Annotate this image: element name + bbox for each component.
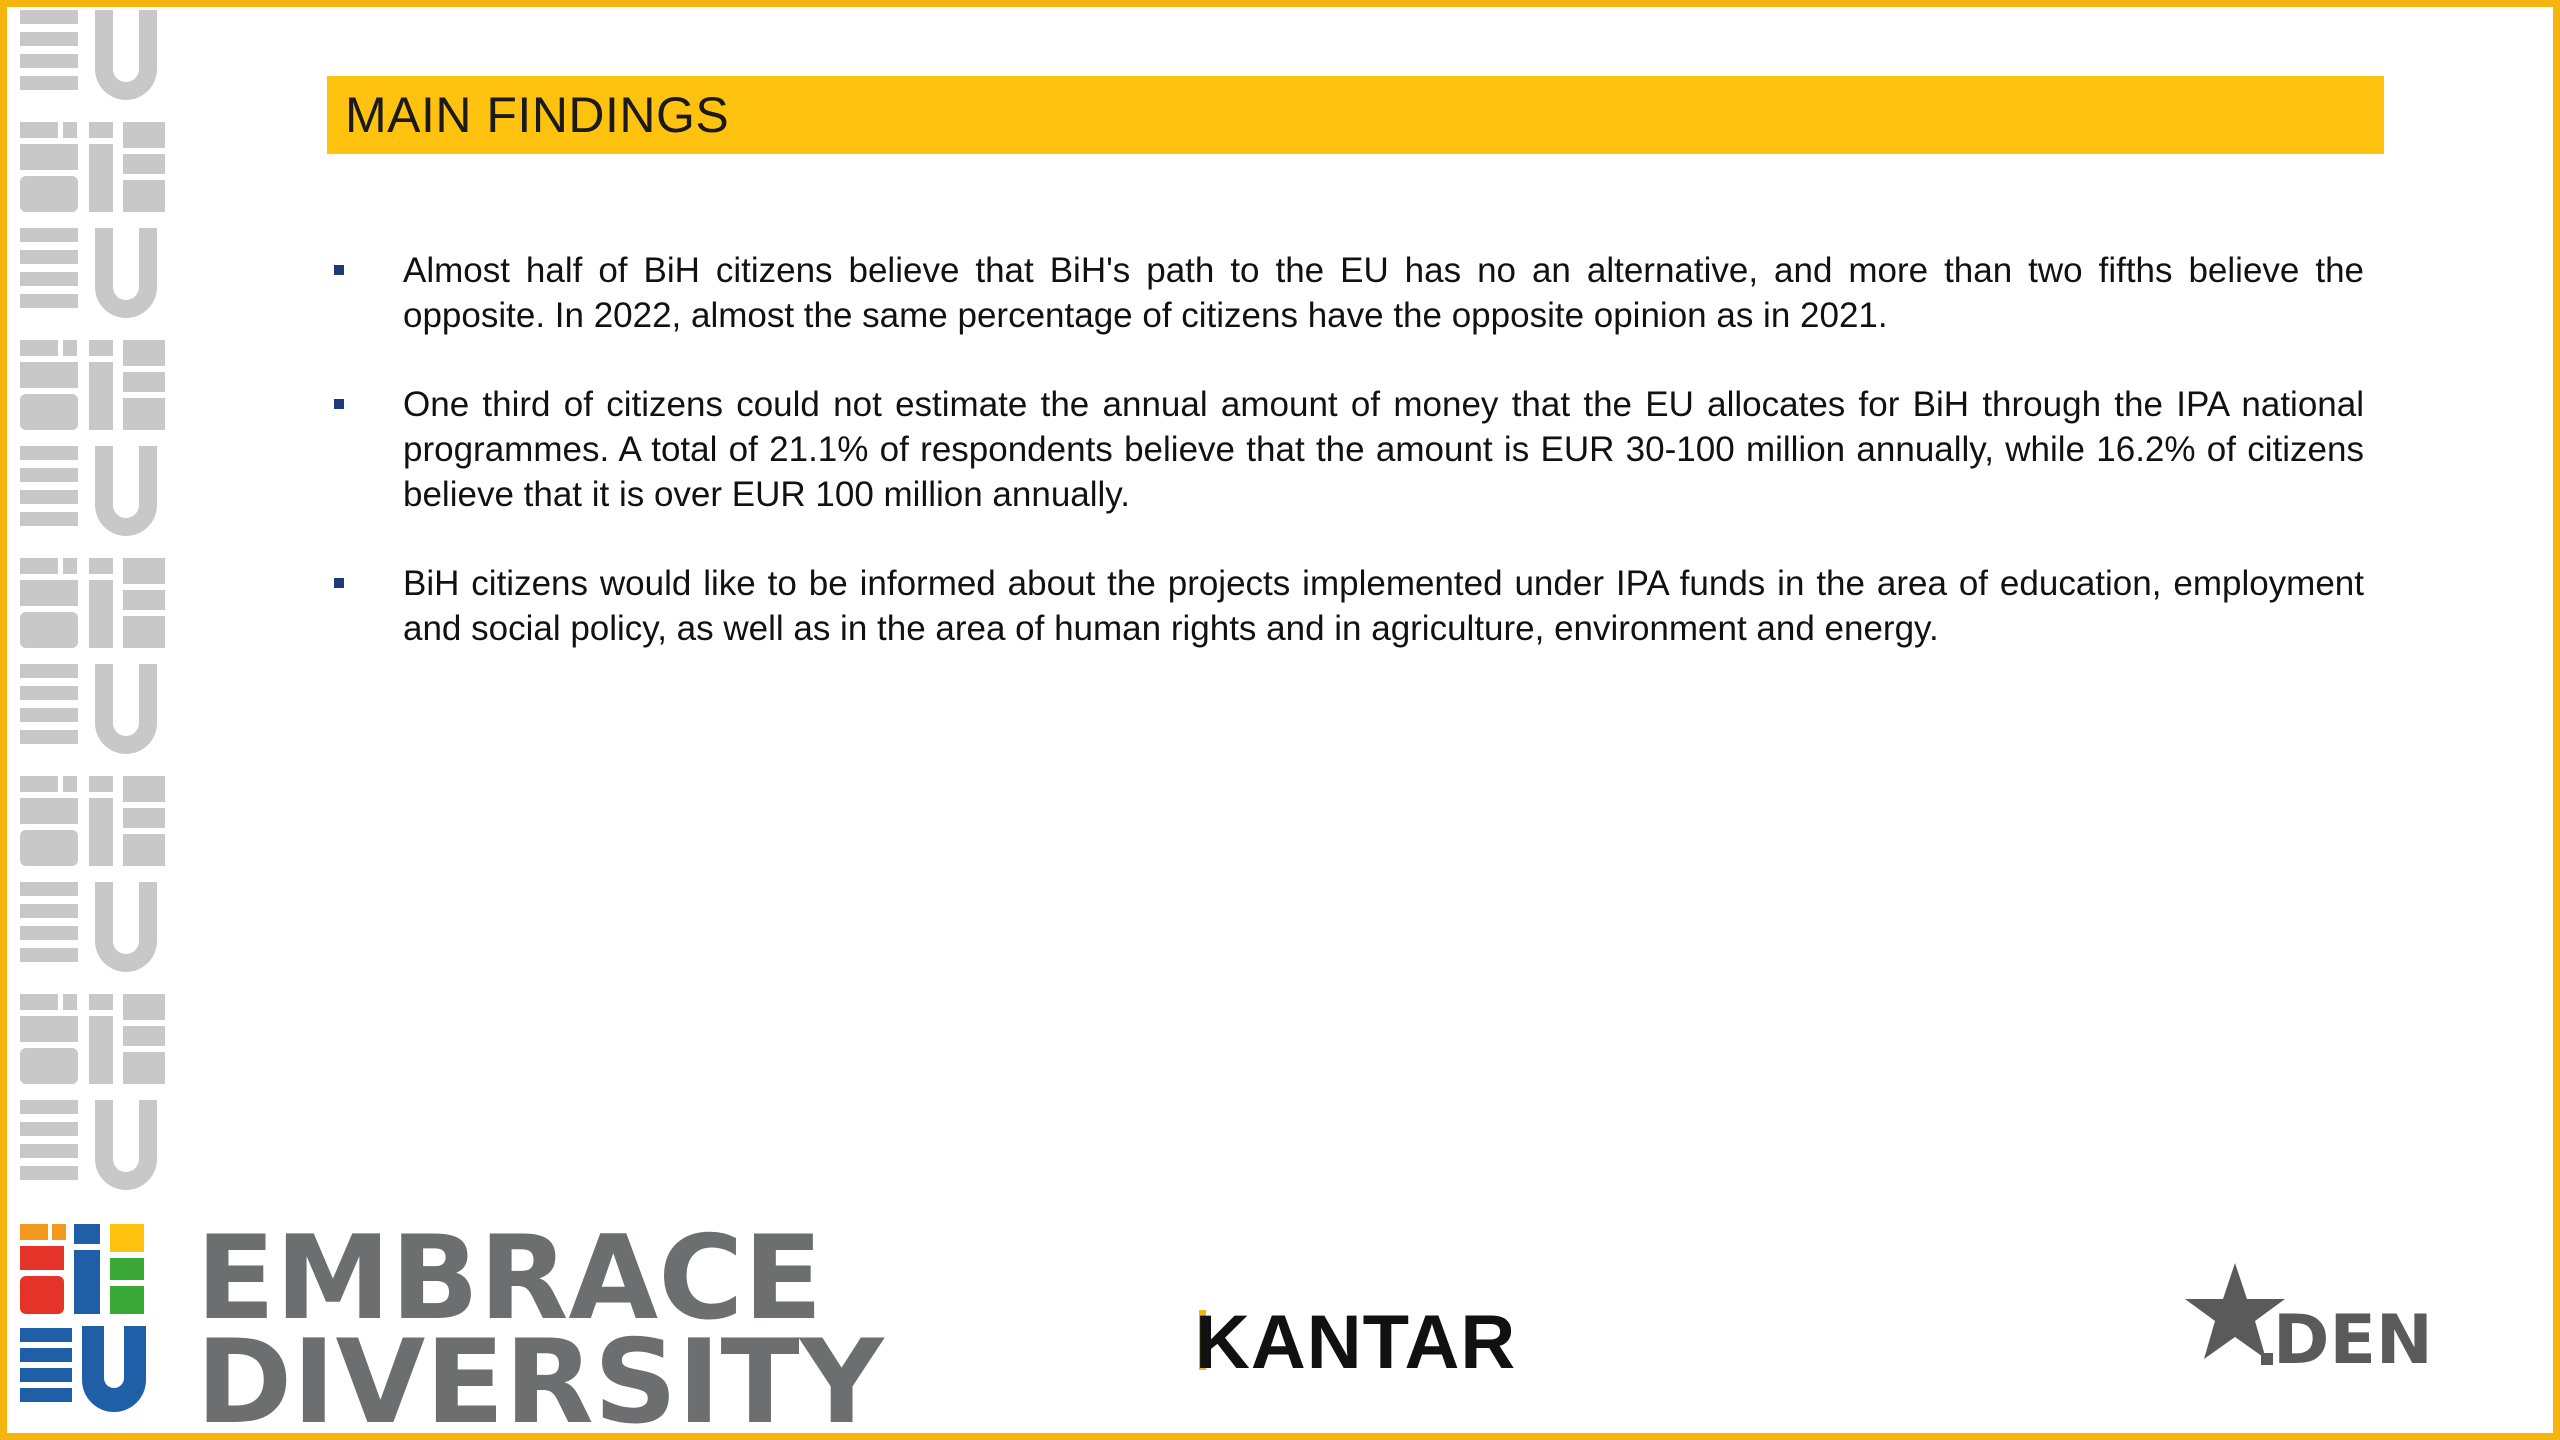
findings-list — [332, 248, 2364, 695]
pattern-block — [20, 76, 78, 90]
pattern-block — [123, 1052, 165, 1084]
pattern-block — [123, 372, 165, 392]
pattern-block — [20, 830, 78, 866]
pattern-block — [20, 708, 78, 722]
list-item — [332, 248, 2364, 338]
pattern-block — [63, 994, 77, 1010]
pattern-block — [123, 398, 165, 430]
finding-text: One third of citizens could not estimate the annual amount of money that the EU allocates for BiH through the IPA national programmes. A total of 21.1% of respondents believe that the amount is EUR 30-100 million annually, while 16.2% of citizens believe that it is over EUR 100 million annually. — [403, 385, 2364, 514]
pattern-block — [123, 994, 165, 1020]
pattern-block — [20, 1144, 78, 1158]
pattern-block — [123, 1026, 165, 1046]
list-item — [332, 561, 2364, 651]
pattern-block — [20, 144, 78, 170]
pattern-block — [89, 362, 113, 430]
pattern-block — [20, 558, 58, 574]
pattern-block — [123, 180, 165, 212]
pattern-block — [20, 1048, 78, 1084]
pattern-block — [123, 776, 165, 802]
pattern-block — [20, 122, 58, 138]
pattern-block — [20, 446, 78, 460]
embrace-text: EMBRACE — [196, 1211, 823, 1346]
iden-logo — [2165, 1255, 2465, 1380]
header-bar — [327, 76, 2384, 154]
pattern-block — [20, 882, 78, 896]
pattern-block — [123, 590, 165, 610]
pattern-block — [20, 250, 78, 264]
pattern-block — [20, 394, 78, 430]
svg-text:KANTAR: KANTAR — [1195, 1300, 1517, 1385]
pattern-block — [20, 1122, 78, 1136]
diversity-text: DIVERSITY — [196, 1315, 884, 1440]
pattern-block — [89, 558, 113, 574]
pattern-block — [20, 580, 78, 606]
pattern-block — [20, 1100, 78, 1114]
pattern-block — [123, 834, 165, 866]
pattern-block — [123, 558, 165, 584]
pattern-u — [95, 446, 157, 536]
kantar-logo — [1195, 1300, 1517, 1385]
finding-text: BiH citizens would like to be informed about the projects implemented under IPA funds in the area of education, employment and social policy, as well as in the area of human rights and in agriculture, environment and energy. — [403, 564, 2364, 648]
pattern-block — [20, 294, 78, 308]
pattern-block — [20, 1166, 78, 1180]
pattern-block — [89, 340, 113, 356]
pattern-block — [20, 228, 78, 242]
page-title: MAIN FINDINGS — [345, 87, 730, 143]
pattern-u — [95, 1100, 157, 1190]
pattern-block — [20, 948, 78, 962]
embrace-diversity-logo — [18, 1211, 884, 1440]
pattern-block — [89, 994, 113, 1010]
pattern-block — [20, 362, 78, 388]
pattern-block — [123, 808, 165, 828]
pattern-block — [89, 122, 113, 138]
pattern-block — [123, 616, 165, 648]
pattern-block — [20, 272, 78, 286]
bih-eu-pattern-decoration — [15, 10, 185, 1210]
pattern-u — [95, 882, 157, 972]
finding-text: Almost half of BiH citizens believe that BiH's path to the EU has no an alternative, and more than two fifths believe the opposite. In 2022, almost the same percentage of citizens have the opposite opinion as in 2021. — [403, 251, 2364, 335]
pattern-block — [20, 490, 78, 504]
pattern-block — [89, 798, 113, 866]
pattern-block — [63, 122, 77, 138]
pattern-block — [20, 612, 78, 648]
pattern-block — [89, 1016, 113, 1084]
bullet-icon — [334, 265, 344, 275]
pattern-block — [20, 340, 58, 356]
pattern-block — [20, 686, 78, 700]
pattern-block — [20, 468, 78, 482]
pattern-block — [63, 340, 77, 356]
pattern-block — [20, 512, 78, 526]
pattern-block — [20, 926, 78, 940]
pattern-block — [20, 798, 78, 824]
pattern-block — [20, 1016, 78, 1042]
pattern-block — [20, 54, 78, 68]
pattern-block — [123, 122, 165, 148]
pattern-u — [95, 10, 157, 100]
pattern-block — [20, 904, 78, 918]
pattern-u — [95, 228, 157, 318]
pattern-block — [20, 32, 78, 46]
pattern-block — [20, 176, 78, 212]
pattern-block — [20, 664, 78, 678]
pattern-u — [95, 664, 157, 754]
pattern-block — [20, 994, 58, 1010]
pattern-block — [63, 776, 77, 792]
pattern-block — [20, 10, 78, 24]
pattern-block — [123, 154, 165, 174]
pattern-block — [20, 776, 58, 792]
bullet-icon — [334, 578, 344, 588]
pattern-block — [89, 580, 113, 648]
pattern-block — [123, 340, 165, 366]
pattern-block — [20, 730, 78, 744]
pattern-block — [89, 776, 113, 792]
list-item — [332, 382, 2364, 517]
pattern-block — [63, 558, 77, 574]
bullet-icon — [334, 399, 344, 409]
pattern-block — [89, 144, 113, 212]
svg-text:DEN: DEN — [2273, 1301, 2433, 1380]
